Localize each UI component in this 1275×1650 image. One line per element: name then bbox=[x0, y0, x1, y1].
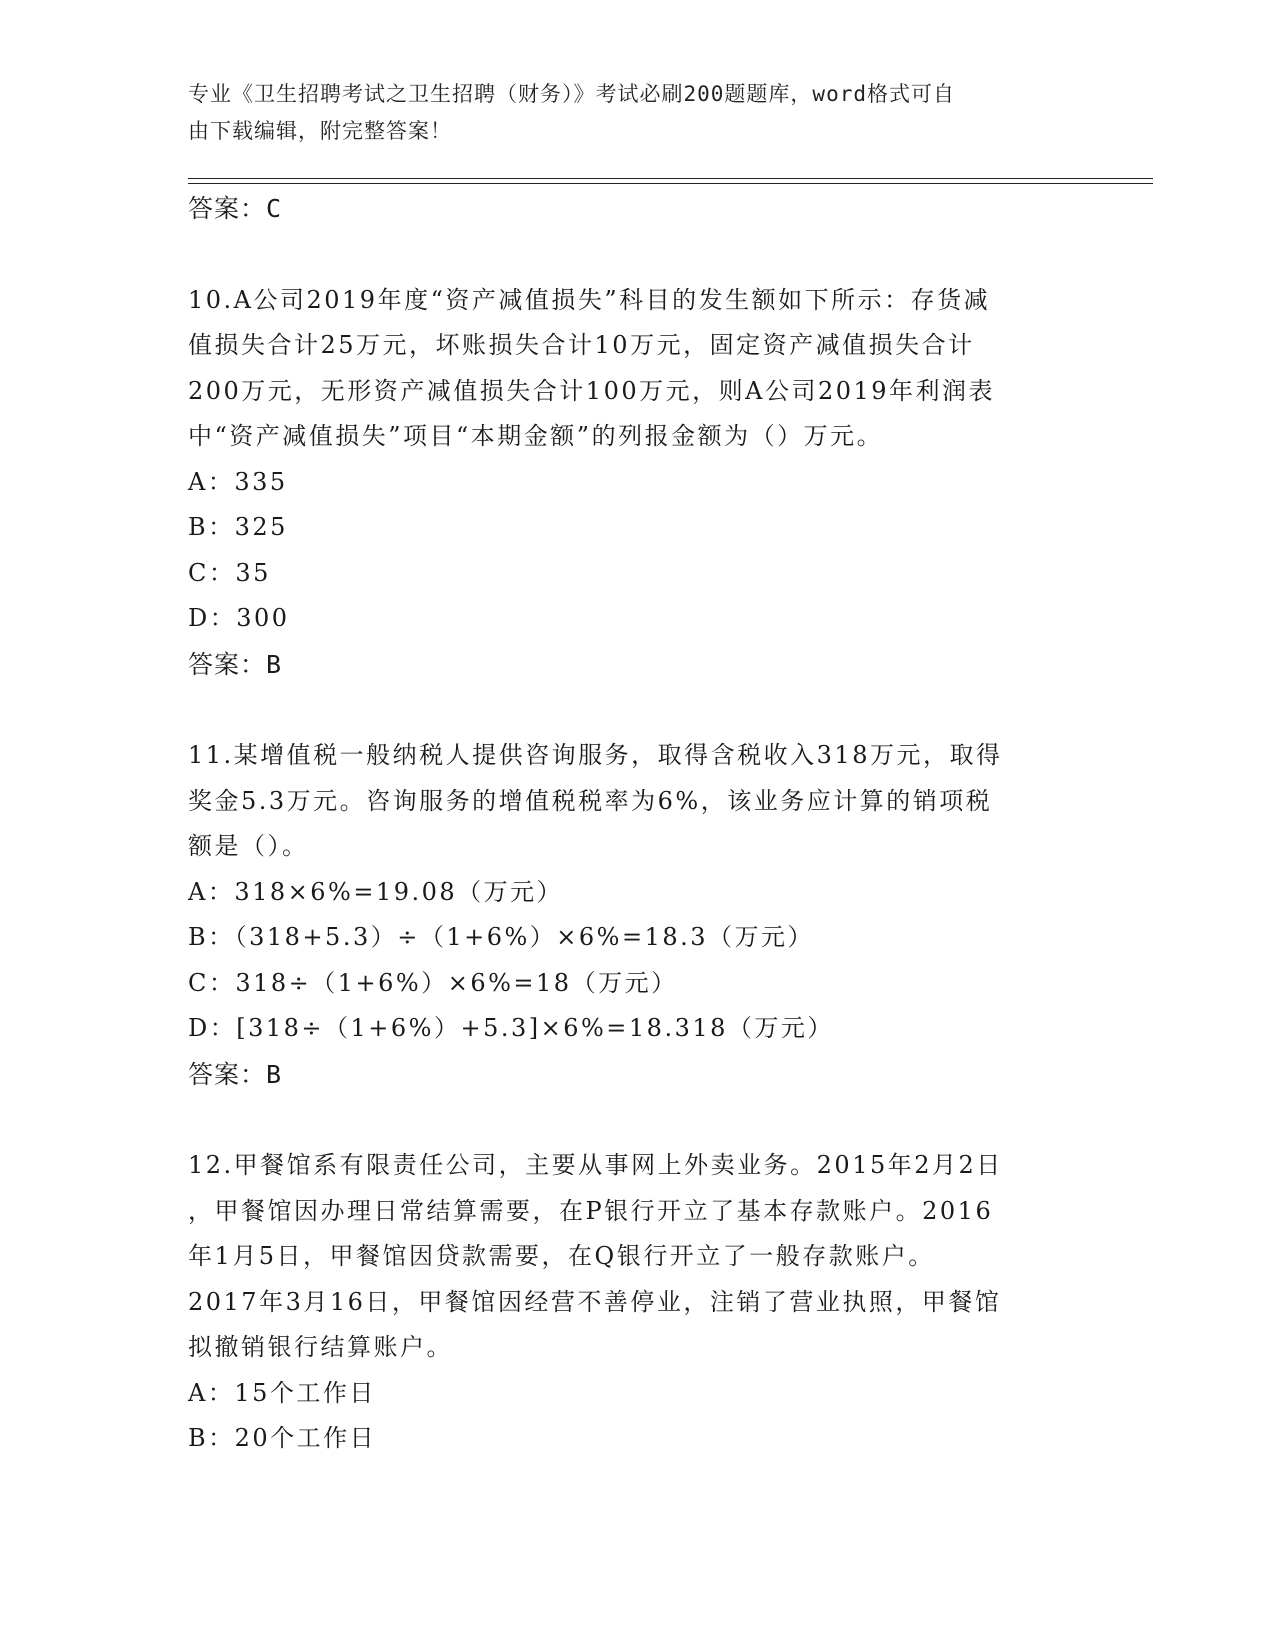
option-b: B：325 bbox=[188, 513, 288, 541]
question-12 bbox=[188, 1143, 1088, 1462]
question-10 bbox=[188, 278, 1088, 688]
question-line: 拟撤销银行结算账户。 bbox=[188, 1333, 453, 1361]
document-body bbox=[188, 186, 1088, 1462]
question-line: 值损失合计25万元，坏账损失合计10万元，固定资产减值损失合计 bbox=[188, 331, 975, 359]
question-line: 10.A公司2019年度“资产减值损失”科目的发生额如下所示：存货减 bbox=[188, 285, 991, 314]
option-c: C：35 bbox=[188, 558, 271, 587]
option-a: A：318×6%=19.08（万元） bbox=[188, 877, 564, 906]
header-divider-top bbox=[188, 178, 1153, 179]
answer-label: 答案：B bbox=[188, 649, 283, 679]
question-11 bbox=[188, 733, 1088, 1097]
option-b: B：20个工作日 bbox=[188, 1424, 377, 1452]
question-line: 奖金5.3万元。咨询服务的增值税税率为6%，该业务应计算的销项税 bbox=[188, 786, 993, 815]
question-line: 额是（）。 bbox=[188, 832, 309, 860]
option-c: C：318÷（1+6%）×6%=18（万元） bbox=[188, 968, 678, 997]
option-a: A：335 bbox=[188, 467, 288, 496]
question-line: ，甲餐馆因办理日常结算需要，在P银行开立了基本存款账户。2016 bbox=[188, 1196, 994, 1225]
option-d: D：300 bbox=[188, 604, 290, 632]
header-divider-bottom bbox=[188, 183, 1153, 184]
option-d: D：[318÷（1+6%）+5.3]×6%=18.318（万元） bbox=[188, 1014, 834, 1042]
question-line: 中“资产减值损失”项目“本期金额”的列报金额为（）万元。 bbox=[188, 422, 884, 450]
option-b: B：（318+5.3）÷（1+6%）×6%=18.3（万元） bbox=[188, 923, 815, 951]
question-line: 200万元，无形资产减值损失合计100万元，则A公司2019年利润表 bbox=[188, 376, 996, 405]
option-a: A：15个工作日 bbox=[188, 1378, 376, 1407]
answer-label: 答案：B bbox=[188, 1059, 283, 1089]
header-line-2: 由下载编辑，附完整答案！ bbox=[188, 119, 452, 143]
question-line: 2017年3月16日，甲餐馆因经营不善停业，注销了营业执照，甲餐馆 bbox=[188, 1287, 1002, 1316]
question-line: 12.甲餐馆系有限责任公司，主要从事网上外卖业务。2015年2月2日 bbox=[188, 1151, 1003, 1179]
question-line: 11.某增值税一般纳税人提供咨询服务，取得含税收入318万元，取得 bbox=[188, 741, 1003, 769]
answer-label: 答案：C bbox=[188, 194, 283, 223]
header-line-1: 专业《卫生招聘考试之卫生招聘（财务）》考试必刷200题题库，word格式可自 bbox=[188, 82, 955, 106]
document-header bbox=[188, 76, 1068, 150]
question-line: 年1月5日，甲餐馆因贷款需要，在Q银行开立了一般存款账户。 bbox=[188, 1242, 935, 1270]
